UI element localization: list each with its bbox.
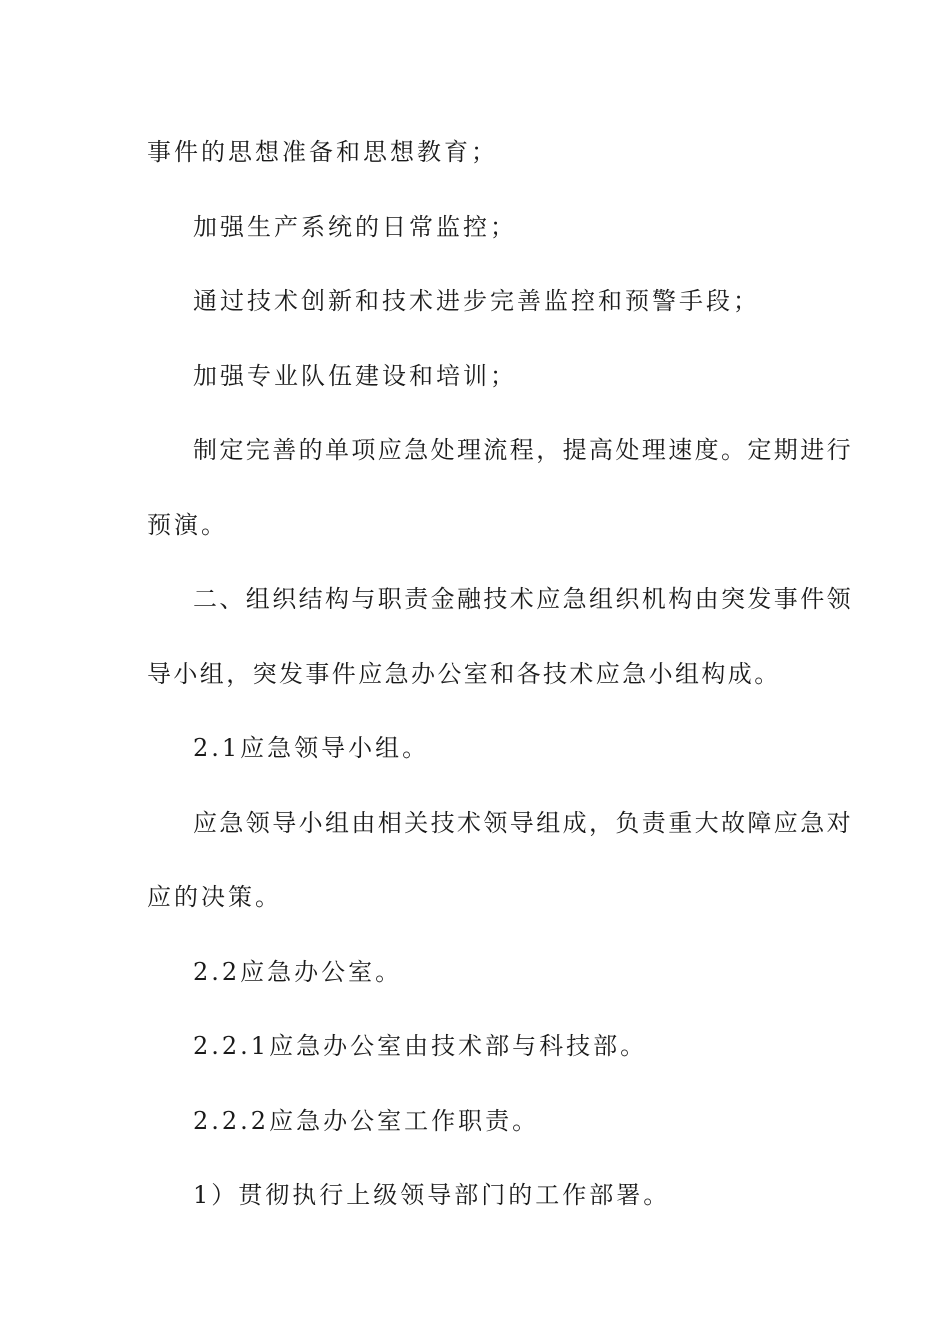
text-line: 2.2.1应急办公室由技术部与科技部。 [193,1032,648,1060]
text-line: 2.2.2应急办公室工作职责。 [193,1107,540,1135]
text-line: 制定完善的单项应急处理流程，提高处理速度。定期进行 [193,436,853,464]
text-line: 事件的思想准备和思想教育； [147,138,498,166]
text-line: 应急领导小组由相关技术领导组成，负责重大故障应急对 [193,809,853,837]
text-line: 预演。 [147,511,228,539]
text-line: 加强生产系统的日常监控； [193,213,517,241]
subsection-heading: 2.1应急领导小组。 [193,734,430,762]
text-line: 加强专业队伍建设和培训； [193,362,517,390]
list-item: 1）贯彻执行上级领导部门的工作部署。 [193,1181,671,1209]
text-line: 导小组，突发事件应急办公室和各技术应急小组构成。 [147,660,781,688]
text-line: 应的决策。 [147,883,282,911]
section-heading-line: 二、组织结构与职责金融技术应急组织机构由突发事件领 [193,585,853,613]
text-line: 通过技术创新和技术进步完善监控和预警手段； [193,287,760,315]
subsection-heading: 2.2应急办公室。 [193,958,403,986]
